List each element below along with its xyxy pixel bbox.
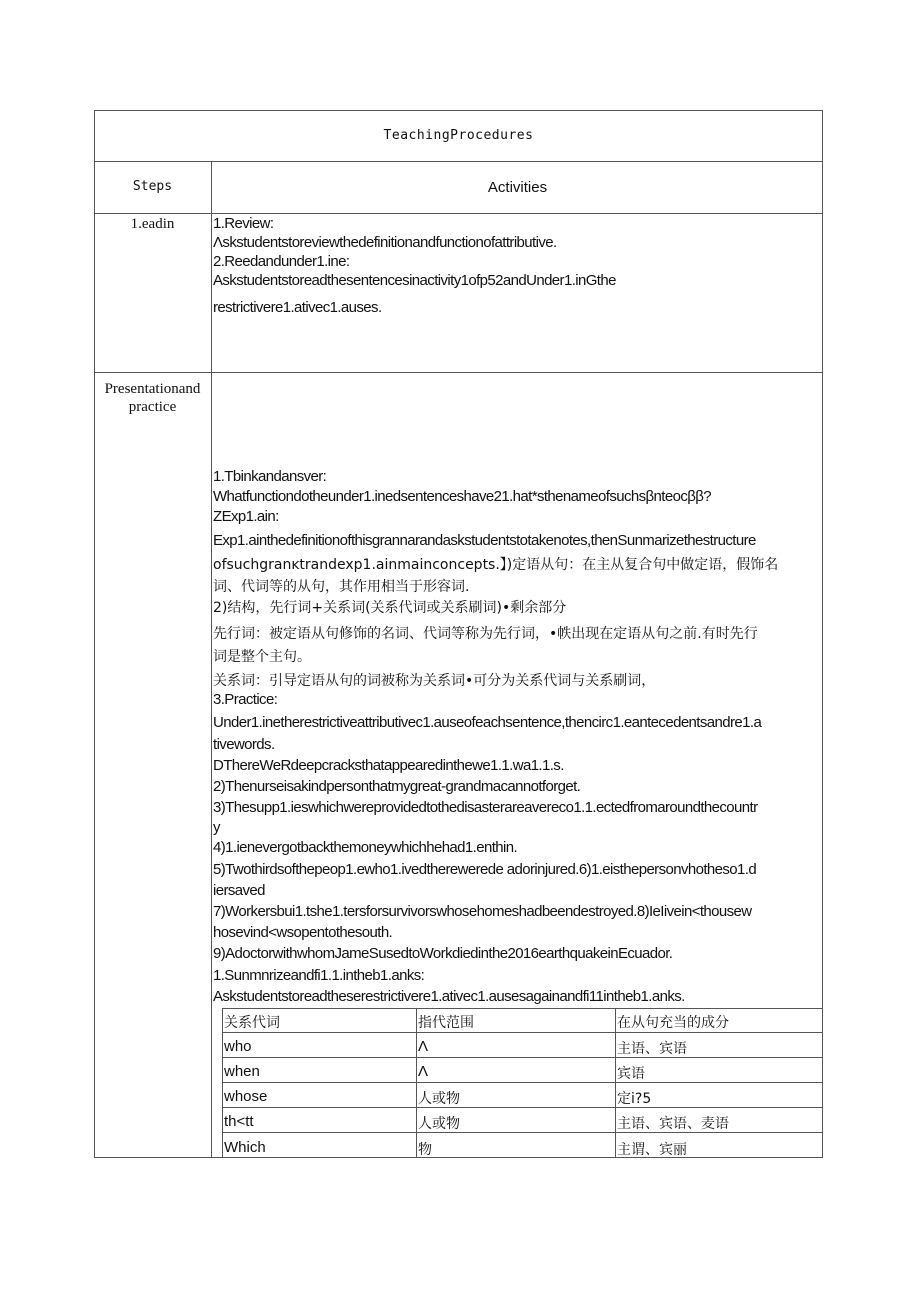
inner-table-cell: 主语、宾语 xyxy=(617,1041,687,1057)
inner-table-cell: whose xyxy=(224,1088,268,1105)
inner-table-line xyxy=(222,1008,823,1009)
inner-table-cell: 人或物 xyxy=(418,1116,460,1132)
activity-line: 1.Tbinkandansver: xyxy=(213,468,327,485)
inner-table-cell: Λ xyxy=(418,1038,429,1055)
inner-table-line xyxy=(615,1008,616,1158)
activity-line: hosevind<wsopentothesouth. xyxy=(213,924,393,941)
row-divider xyxy=(94,161,823,162)
activity-line: Askstudentstoreadthesentencesinactivity1ofp52andUnder1.inGthe xyxy=(213,272,616,289)
row-divider xyxy=(94,372,823,373)
activity-line: 1.Review: xyxy=(213,215,274,232)
activity-line: DThereWeRdeepcracksthatappearedinthewe1.1.wa1.1.s. xyxy=(213,757,564,774)
inner-table-cell: th<tt xyxy=(224,1113,254,1130)
activity-line: ZExp1.ain: xyxy=(213,508,279,525)
inner-table-header: 关系代词 xyxy=(224,1015,280,1031)
inner-table-line xyxy=(222,1057,823,1058)
inner-table-cell: Λ xyxy=(418,1063,429,1080)
inner-table-line xyxy=(222,1132,823,1133)
step-presentation-label-line1: Presentationand xyxy=(104,381,201,397)
activity-line: y xyxy=(213,819,220,836)
inner-table-line xyxy=(416,1008,417,1158)
activity-line: 7)Workersbui1.tshe1.tersforsurvivorswhosehomeshadbeendestroyed.8)IeIivein<thousew xyxy=(213,903,752,920)
activity-line: 3)Thesupp1.ieswhichwereprovidedtothedisasterareavereco1.1.ectedfromaroundthecountr xyxy=(213,799,758,816)
activity-line: tivewords. xyxy=(213,736,275,753)
table-title: TeachingProcedures xyxy=(383,128,534,143)
activity-line: 5)Twothirdsofthepeop1.ewho1.ivedtherewerede adorinjured.6)1.eisthepersonvhotheso1.d xyxy=(213,861,757,878)
inner-table-cell: when xyxy=(224,1063,260,1080)
inner-table-line xyxy=(222,1082,823,1083)
steps-header: Steps xyxy=(132,179,173,194)
inner-table-line xyxy=(222,1107,823,1108)
inner-table-cell: Which xyxy=(224,1139,266,1156)
activity-line: Whatfunctiondotheunder1.inedsentenceshave21.hat*sthenameofsuchsβnteocββ? xyxy=(213,488,712,505)
step-presentation-label xyxy=(94,380,211,416)
activity-line: 关系词：引导定语从句的词被称为关系词•可分为关系代词与关系刷词， xyxy=(213,673,656,689)
activity-line: Exp1.ainthedefinitionofthisgrannarandaskstudentstotakenotes,thenSunmarizethestructure xyxy=(213,532,756,549)
inner-table-cell: who xyxy=(224,1038,252,1055)
activity-line: 词、代词等的从句，其作用相当于形容词. xyxy=(213,579,470,595)
activity-line: 1.Sunmnrizeandfi1.1.intheb1.anks: xyxy=(213,967,425,984)
activity-line: 9)AdoctorwithwhomJameSusedtoWorkdiedinthe2016earthquakeinEcuador. xyxy=(213,945,673,962)
inner-table-header: 指代范围 xyxy=(418,1015,474,1031)
activity-line: 词是整个主句。 xyxy=(213,649,311,665)
column-divider xyxy=(211,161,212,1158)
inner-table-line xyxy=(222,1032,823,1033)
activity-line: Askstudentstoreadtheserestrictivere1.ativec1.ausesagainandfi11intheb1.anks. xyxy=(213,988,685,1005)
inner-table-header: 在从句充当的成分 xyxy=(617,1015,729,1031)
step-presentation-label-line2: practice xyxy=(128,399,177,415)
inner-table-cell: 主谓、宾丽 xyxy=(617,1142,687,1158)
activity-line: Under1.inetherestrictiveattributivec1.auseofeachsentence,thencirc1.eantecedentsandre1.a xyxy=(213,714,762,731)
inner-table-line xyxy=(222,1008,223,1158)
activity-line: 2)Thenurseisakindpersonthatmygreat-grandmacannotforget. xyxy=(213,778,581,795)
activity-line: 2)结构，先行词+关系词(关系代词或关系刷词)•剩余部分 xyxy=(213,600,567,616)
activity-line: Λskstudentstoreviewthedefinitionandfunctionofattributive. xyxy=(213,234,557,251)
activity-line: 2.Reedandunder1.ine: xyxy=(213,253,350,270)
activities-header: Activities xyxy=(487,179,548,196)
inner-table-cell: 定i?5 xyxy=(617,1091,652,1107)
inner-table-cell: 物 xyxy=(418,1142,432,1158)
inner-table-cell: 主语、宾语、麦语 xyxy=(617,1116,729,1132)
activity-line: ofsuchgranĸtrandexp1.ainmainconcepts.】)定语从句：在主从复合句中做定语，假饰名 xyxy=(213,557,779,573)
step-lead-in-label: 1.eadin xyxy=(130,216,175,232)
activity-line: restrictivere1.ativec1.auses. xyxy=(213,299,382,316)
activity-line: iersaved xyxy=(213,882,265,899)
row-divider xyxy=(94,213,823,214)
activity-line: 3.Practice: xyxy=(213,691,278,708)
inner-table-cell: 人或物 xyxy=(418,1091,460,1107)
activity-line: 先行词：被定语从句修饰的名词、代词等称为先行词，•帙出现在定语从句之前.有时先行 xyxy=(213,626,758,642)
inner-table-cell: 宾语 xyxy=(617,1066,645,1082)
activity-line: 4)1.ienevergotbackthemoneywhichhehad1.enthin. xyxy=(213,839,518,856)
